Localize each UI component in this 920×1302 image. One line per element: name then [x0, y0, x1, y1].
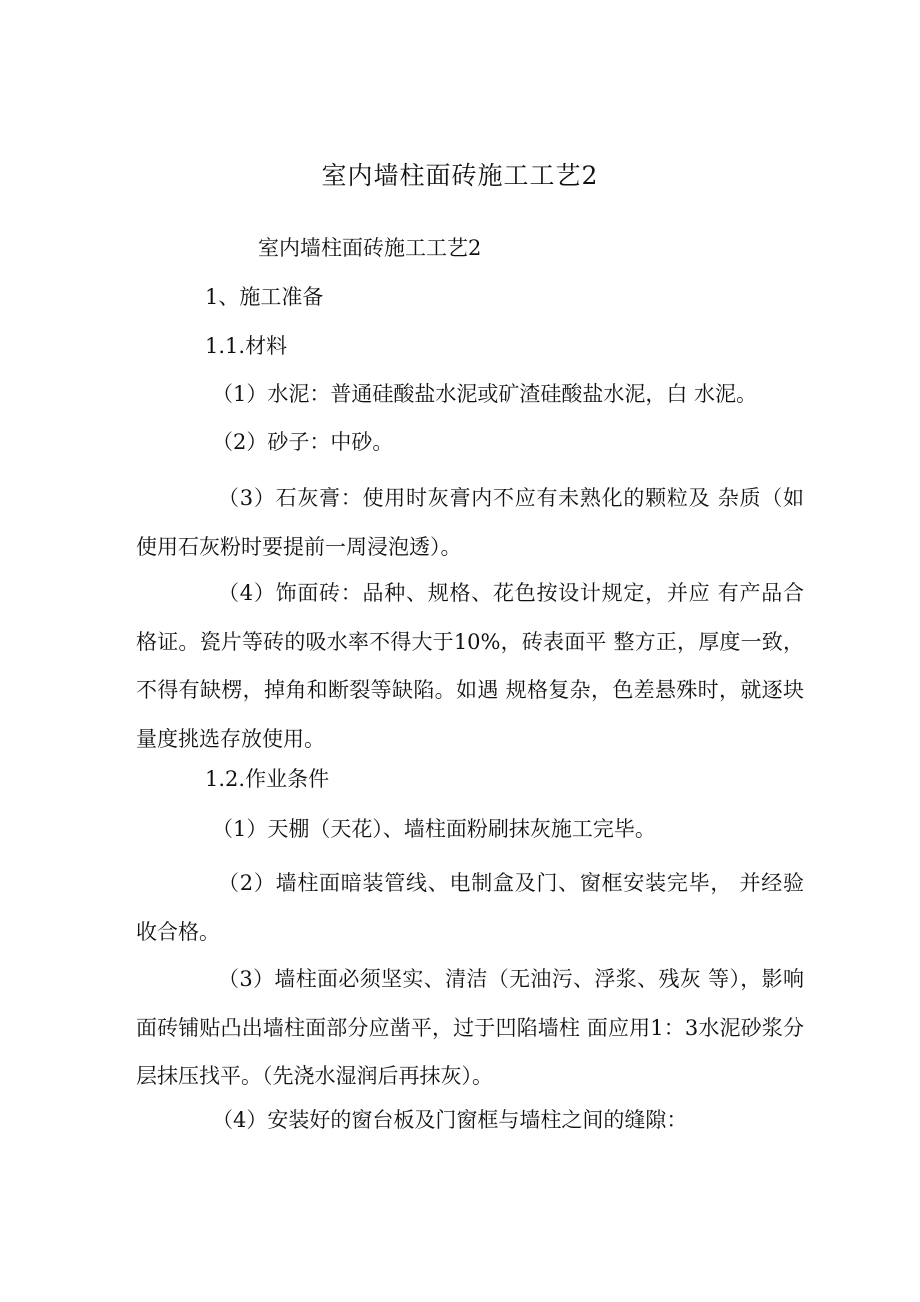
condition-item-gaps: （4）安装好的窗台板及门窗框与墙柱之间的缝隙： — [212, 1108, 688, 1132]
section-heading-materials: 1.1.材料 — [205, 334, 288, 358]
condition-item-pipes: （2）墙柱面暗装管线、电制盒及门、窗框安装完毕， 并经验收合格。 — [136, 871, 804, 944]
section-heading-conditions: 1.2.作业条件 — [205, 767, 330, 791]
condition-item-ceiling: （1）天棚（天花）、墙柱面粉刷抹灰施工完毕。 — [212, 817, 656, 841]
condition-item-surface: （3）墙柱面必须坚实、清洁（无油污、浮浆、残灰 等），影响面砖铺贴凸出墙柱面部分应凿平，过于凹陷墙柱 面应用1：3水泥砂浆分层抹压找平。（先浇水湿润后再抹灰）。 — [136, 967, 804, 1088]
document-subtitle: 室内墙柱面砖施工工艺2 — [258, 236, 482, 260]
section-heading-prep: 1、施工准备 — [205, 285, 324, 309]
material-item-sand: （2）砂子：中砂。 — [212, 430, 394, 454]
material-item-cement: （1）水泥：普通硅酸盐水泥或矿渣硅酸盐水泥，白 水泥。 — [212, 382, 758, 406]
document-title: 室内墙柱面砖施工工艺2 — [321, 161, 599, 190]
material-item-tile: （4）饰面砖：品种、规格、花色按设计规定，并应 有产品合格证。瓷片等砖的吸水率不得大于10%，砖表面平 整方正，厚度一致，不得有缺楞，掉角和断裂等缺陷。如遇 规格复杂，色差悬殊时，就逐块量度挑选存放使用。 — [136, 581, 804, 751]
material-item-lime: （3）石灰膏：使用时灰膏内不应有未熟化的颗粒及 杂质（如使用石灰粉时要提前一周浸泡透）。 — [136, 486, 804, 559]
